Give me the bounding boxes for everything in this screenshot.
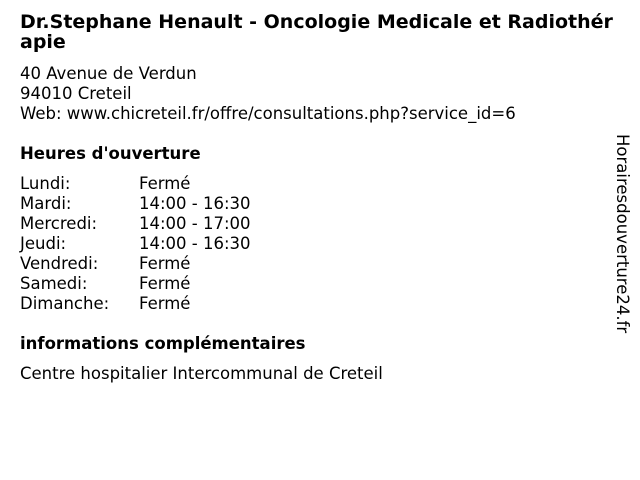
day-label: Samedi: bbox=[20, 274, 88, 293]
time-value: Fermé bbox=[139, 254, 191, 273]
hours-heading: Heures d'ouverture bbox=[20, 144, 201, 163]
time-value: 14:00 - 16:30 bbox=[139, 234, 251, 253]
time-value: 14:00 - 16:30 bbox=[139, 194, 251, 213]
address-city: 94010 Creteil bbox=[20, 84, 132, 103]
time-value: 14:00 - 17:00 bbox=[139, 214, 251, 233]
time-value: Fermé bbox=[139, 174, 191, 193]
address-block bbox=[20, 64, 516, 124]
day-label: Mardi: bbox=[20, 194, 72, 213]
day-label: Jeudi: bbox=[20, 234, 67, 253]
info-text: Centre hospitalier Intercommunal de Creteil bbox=[20, 364, 383, 383]
time-value: Fermé bbox=[139, 294, 191, 313]
brand-watermark: Horairesdouverture24.fr bbox=[613, 134, 632, 334]
page-title: Dr.Stephane Henault - Oncologie Medicale et Radiothérapie bbox=[20, 11, 613, 53]
day-label: Mercredi: bbox=[20, 214, 98, 233]
day-label: Dimanche: bbox=[20, 294, 110, 313]
day-label: Lundi: bbox=[20, 174, 71, 193]
day-label: Vendredi: bbox=[20, 254, 99, 273]
website-line: Web: www.chicreteil.fr/offre/consultations.php?service_id=6 bbox=[20, 104, 516, 123]
address-street: 40 Avenue de Verdun bbox=[20, 64, 197, 83]
info-heading: informations complémentaires bbox=[20, 334, 306, 353]
time-value: Fermé bbox=[139, 274, 191, 293]
